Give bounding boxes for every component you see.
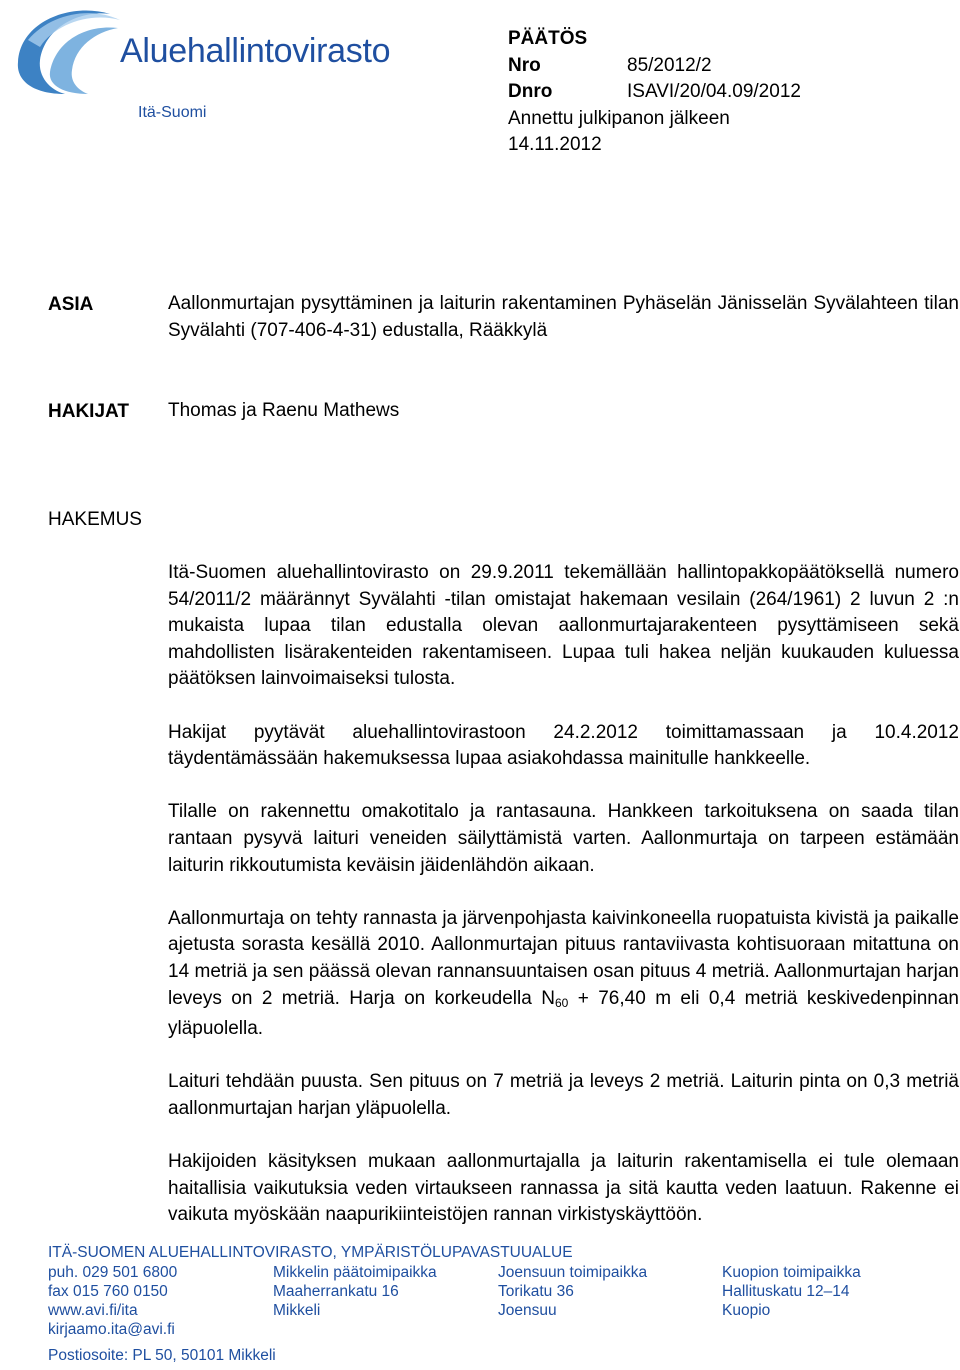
office-city: Joensuu xyxy=(498,1302,557,1319)
hakemus-body xyxy=(168,560,959,1255)
decision-header xyxy=(508,26,801,159)
paragraph: Hakijoiden käsityksen mukaan aallonmurtajalla ja laiturin rakentamisella ei tule olemaan haitallisia vaikutuksia veden virtaukseen rannassa ja sitä kautta veden laatuun. Rakenne ei vaikuta myöskään naapurikiinteistöjen rannan virkistyskäyttöön. xyxy=(168,1151,959,1226)
nro-label: Nro xyxy=(508,54,541,76)
fax: fax 015 760 0150 xyxy=(48,1283,168,1300)
postal-address: Postiosoite: PL 50, 50101 Mikkeli xyxy=(48,1347,276,1364)
office-name: Mikkelin päätoimipaikka xyxy=(273,1264,437,1281)
subscript: 60 xyxy=(554,995,569,1010)
hakemus-label: HAKEMUS xyxy=(48,509,142,530)
paragraph: Tilalle on rakennettu omakotitalo ja rantasauna. Hankkeen tarkoituksena on saada tilan rantaan pysyvä laituri veneiden säilyttämistä varten. Aallonmurtaja on tarpeen estämään laiturin rikkoutumista keväisin jäidenlähdön aikaan. xyxy=(168,801,959,876)
decision-date: 14.11.2012 xyxy=(508,134,602,155)
paragraph-text: + 76,40 m eli 0,4 metriä keskivedenpinnan yläpuolella. xyxy=(168,987,959,1040)
decision-heading: PÄÄTÖS xyxy=(508,28,588,49)
paragraph: Laituri tehdään puusta. Sen pituus on 7 metriä ja leveys 2 metriä. Laiturin pinta on 0,3 metriä aallonmurtajan harjan yläpuolella. xyxy=(168,1071,959,1119)
paragraph-text: Aallonmurtaja on tehty rannasta ja järvenpohjasta kaivinkoneella ruopatuista kivistä ja paikalle ajetusta sorasta kesällä 2010. Aallonmurtajan pituus rantaviivasta kohtisuoraan mitattuna on 14 metriä ja sen päässä olevan rannansuuntaisen osan pituus 4 metriä. Aallonmurtajan harjan leveys on 2 metriä. Harja on korkeudella N xyxy=(168,907,959,1009)
footer-col-kuopio xyxy=(722,1263,861,1320)
office-address: Hallituskatu 12–14 xyxy=(722,1283,850,1300)
office-address: Maaherrankatu 16 xyxy=(273,1283,399,1300)
asia-text: Aallonmurtajan pysyttäminen ja laiturin rakentaminen Pyhäselän Jänisselän Syvälahteen tilan Syvälahti (707-406-4-31) edustalla, Rääkkylä xyxy=(168,293,959,341)
region-label: Itä-Suomi xyxy=(138,104,207,121)
office-city: Mikkeli xyxy=(273,1302,321,1319)
hakijat-text: Thomas ja Raenu Mathews xyxy=(168,400,400,421)
issued-text: Annettu julkipanon jälkeen xyxy=(508,107,730,129)
nro-value: 85/2012/2 xyxy=(627,54,712,76)
office-name: Kuopion toimipaikka xyxy=(722,1264,861,1281)
website-link[interactable]: www.avi.fi/ita xyxy=(48,1302,138,1319)
office-city: Kuopio xyxy=(722,1302,771,1319)
agency-logo-text: Aluehallintovirasto xyxy=(120,32,391,70)
office-address: Torikatu 36 xyxy=(498,1283,574,1300)
footer-org: ITÄ-SUOMEN ALUEHALLINTOVIRASTO, YMPÄRISTÖLUPAVASTUUALUE xyxy=(48,1244,573,1261)
footer-col-contact xyxy=(48,1263,177,1339)
paragraph: Itä-Suomen aluehallintovirasto on 29.9.2011 tekemällään hallintopakkopäätöksellä numero 54/2011/2 määrännyt Syvälahti -tilan omistajat hakemaan vesilain (264/1961) 2 luvun 2 :n mukaista lupaa tilan edustalla olevan aallonmurtajarakenteen pysyttämiseen sekä mahdollisten lisärakenteiden rakentamiseen. Lupaa tuli hakea neljän kuukauden kuluessa päätöksen lainvoimaiseksi tulosta. xyxy=(168,562,959,690)
dnro-value: ISAVI/20/04.09/2012 xyxy=(627,81,801,102)
footer-col-joensuu xyxy=(498,1263,647,1320)
phone: puh. 029 501 6800 xyxy=(48,1264,178,1281)
dnro-label: Dnro xyxy=(508,81,553,102)
email-link[interactable]: kirjaamo.ita@avi.fi xyxy=(48,1321,175,1338)
hakijat-label: HAKIJAT xyxy=(48,401,129,422)
asia-label: ASIA xyxy=(48,294,94,315)
paragraph xyxy=(168,906,959,1043)
office-name: Joensuun toimipaikka xyxy=(498,1264,648,1281)
paragraph: Hakijat pyytävät aluehallintovirastoon 24.2.2012 toimittamassaan ja 10.4.2012 täydentämässään hakemuksessa lupaa asiakohdassa mainitulle hankkeelle. xyxy=(168,721,959,770)
footer-col-mikkeli xyxy=(273,1263,437,1320)
